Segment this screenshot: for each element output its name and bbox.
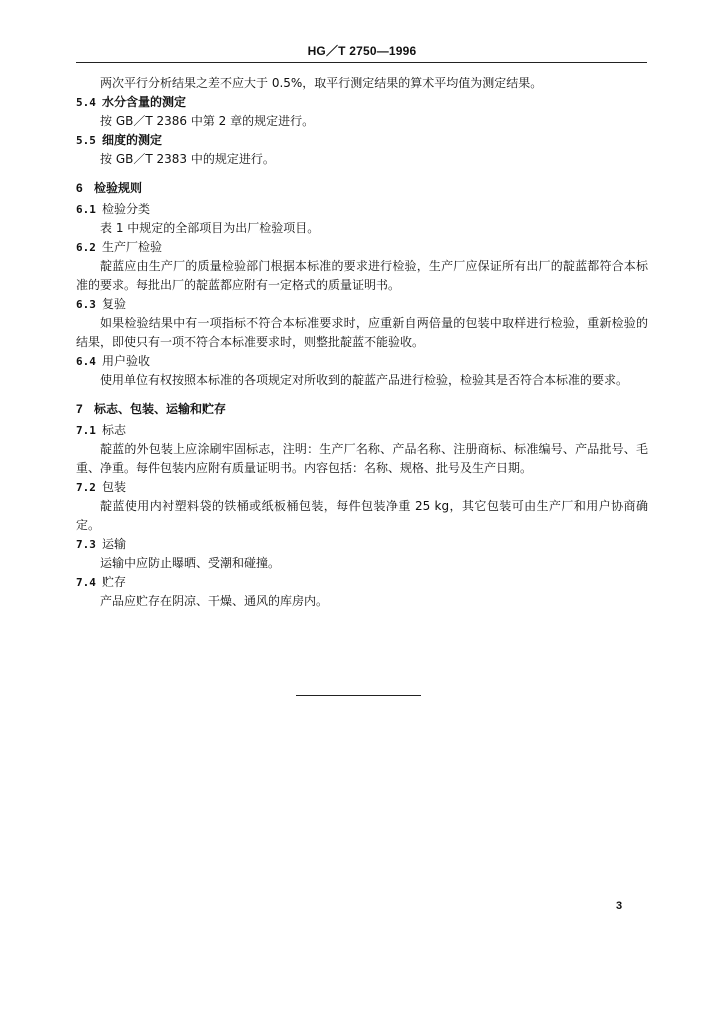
section-number: 5.4 [76, 96, 96, 109]
section-title: 细度的测定 [102, 133, 163, 147]
section-7-2-text: 靛蓝使用内衬塑料袋的铁桶或纸板桶包装，每件包装净重 25 kg，其它包装可由生产厂和用户协商确定。 [76, 499, 648, 532]
paragraph-5-3-tail: 两次平行分析结果之差不应大于 0.5%，取平行测定结果的算术平均值为测定结果。 [100, 76, 543, 90]
section-number: 6.4 [76, 355, 96, 368]
section-6-4-text: 使用单位有权按照本标准的各项规定对所收到的靛蓝产品进行检验，检验其是否符合本标准的要求。 [100, 373, 629, 387]
section-7-3-heading [76, 535, 648, 554]
section-number: 7.2 [76, 481, 96, 494]
section-number: 7.1 [76, 424, 96, 437]
section-5-4-heading [76, 93, 648, 112]
section-number: 6 [76, 181, 83, 195]
section-7-heading [76, 400, 648, 419]
section-6-1-heading [76, 200, 648, 219]
section-title: 标志、包装、运输和贮存 [94, 402, 227, 416]
section-title: 标志 [102, 423, 127, 437]
section-number: 6.2 [76, 241, 96, 254]
section-7-1-heading [76, 421, 648, 440]
section-6-3-text: 如果检验结果中有一项指标不符合本标准要求时，应重新自两倍量的包装中取样进行检验，重新检验的结果，即使只有一项不符合本标准要求时，则整批靛蓝不能验收。 [76, 316, 648, 349]
section-number: 6.1 [76, 203, 96, 216]
section-title: 检验分类 [102, 202, 151, 216]
section-7-4-heading [76, 573, 648, 592]
section-title: 贮存 [102, 575, 127, 589]
end-of-standard-rule [296, 695, 421, 696]
document-body [76, 74, 648, 611]
section-number: 5.5 [76, 134, 96, 147]
section-6-2-heading [76, 238, 648, 257]
header-divider [76, 62, 647, 63]
section-title: 检验规则 [94, 181, 143, 195]
section-6-heading [76, 179, 648, 198]
section-5-5-text: 按 GB／T 2383 中的规定进行。 [100, 152, 275, 166]
section-title: 生产厂检验 [102, 240, 163, 254]
section-title: 包装 [102, 480, 127, 494]
section-number: 6.3 [76, 298, 96, 311]
section-7-4-text: 产品应贮存在阴凉、干燥、通风的库房内。 [100, 594, 329, 608]
section-title: 运输 [102, 537, 127, 551]
section-number: 7 [76, 402, 83, 416]
section-7-3-text: 运输中应防止曝晒、受潮和碰撞。 [100, 556, 281, 570]
section-title: 复验 [102, 297, 127, 311]
section-6-3-heading [76, 295, 648, 314]
section-5-5-heading [76, 131, 648, 150]
standard-code-header: HG／T 2750—1996 [307, 44, 417, 58]
section-6-1-text: 表 1 中规定的全部项目为出厂检验项目。 [100, 221, 320, 235]
section-7-1-text: 靛蓝的外包装上应涂刷牢固标志，注明：生产厂名称、产品名称、注册商标、标准编号、产品批号、毛重、净重。每件包装内应附有质量证明书。内容包括：名称、规格、批号及生产日期。 [76, 442, 648, 475]
section-number: 7.3 [76, 538, 96, 551]
section-title: 水分含量的测定 [102, 95, 187, 109]
page-number: 3 [616, 900, 623, 912]
section-7-2-heading [76, 478, 648, 497]
section-title: 用户验收 [102, 354, 151, 368]
section-6-2-text: 靛蓝应由生产厂的质量检验部门根据本标准的要求进行检验，生产厂应保证所有出厂的靛蓝都符合本标准的要求。每批出厂的靛蓝都应附有一定格式的质量证明书。 [76, 259, 648, 292]
section-5-4-text: 按 GB／T 2386 中第 2 章的规定进行。 [100, 114, 315, 128]
section-number: 7.4 [76, 576, 96, 589]
section-6-4-heading [76, 352, 648, 371]
